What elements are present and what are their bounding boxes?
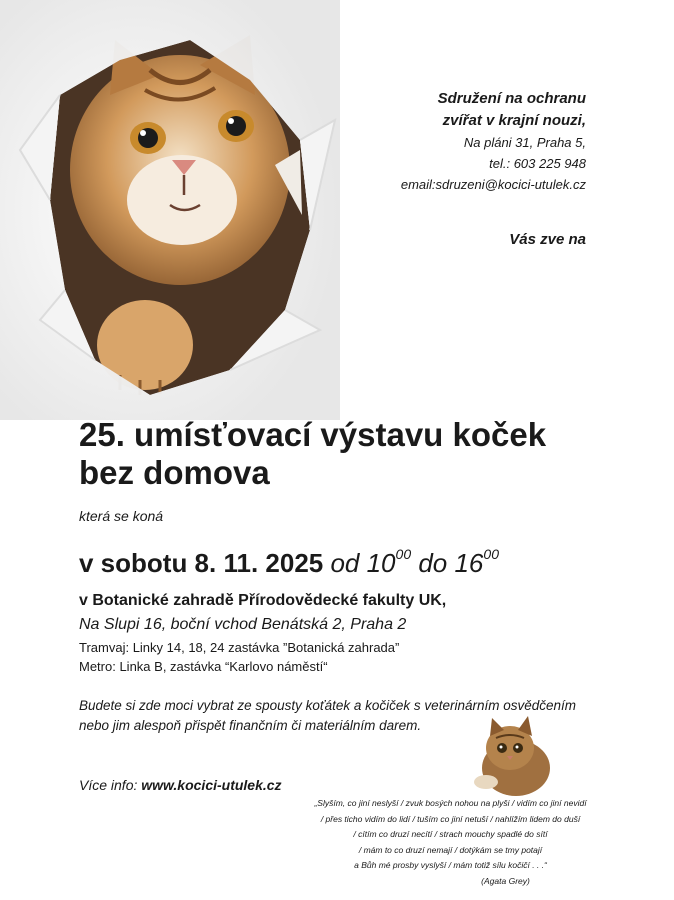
event-date xyxy=(79,548,499,579)
poem-line: / cítím co druzí necítí / strach mouchy spadlé do sítí xyxy=(353,829,548,839)
poem-line: „Slyším, co jiní neslyší / zvuk bosých nohou na plyši / vidím co jiní nevidí xyxy=(314,798,587,808)
poem-line: a Bůh mé prosby vyslyší / mám totiž sílu kočičí . . .“ xyxy=(354,860,547,870)
more-info xyxy=(79,777,282,793)
organization-block xyxy=(401,88,586,195)
venue-line2: Na Slupi 16, boční vchod Benátská 2, Praha 2 xyxy=(79,616,407,633)
event-title xyxy=(79,416,639,492)
invite-text: Vás zve na xyxy=(509,231,586,248)
event-time-to: do 16 xyxy=(411,548,484,578)
tram-info: Tramvaj: Linky 14, 18, 24 zastávka ”Botanická zahrada” xyxy=(79,640,400,655)
event-time-from-sup: 00 xyxy=(395,546,412,562)
organization-name-line1: Sdružení na ochranu xyxy=(437,90,586,107)
organization-email[interactable]: email:sdruzeni@kocici-utulek.cz xyxy=(400,177,586,192)
more-info-link[interactable]: www.kocici-utulek.cz xyxy=(141,777,282,793)
organization-address: Na pláni 31, Praha 5, xyxy=(463,135,586,150)
event-day: v sobotu 8. 11. 2025 xyxy=(79,548,324,578)
event-title-line2: bez domova xyxy=(79,454,270,491)
more-info-label: Více info: xyxy=(79,777,142,793)
poem-line: / mám to co druzí nemají / dotýkám se tmy potají xyxy=(358,844,543,855)
event-time-from: od 10 xyxy=(323,548,396,578)
poem-author: (Agata Grey) xyxy=(481,875,530,886)
organization-phone: tel.: 603 225 948 xyxy=(489,156,586,171)
organization-name-line2: zvířat v krajní nouzi, xyxy=(442,112,586,129)
kitten-illustration xyxy=(466,708,558,800)
cat-illustration xyxy=(0,0,340,420)
event-title-line1: 25. umísťovací výstavu koček xyxy=(79,416,547,453)
event-time-to-sup: 00 xyxy=(483,546,499,562)
venue-line1: v Botanické zahradě Přírodovědecké fakulty UK, xyxy=(79,592,447,609)
event-subtitle: která se koná xyxy=(79,508,164,524)
poem-line: / přes ticho vidím do lidí / tuším co jiní netuší / nahlížím lidem do duší xyxy=(320,813,581,824)
poem xyxy=(278,796,623,889)
metro-info: Metro: Linka B, zastávka “Karlovo náměstí“ xyxy=(79,659,328,674)
description-paragraph: Budete si zde moci vybrat ze spousty koťátek a kočiček s veterinárním osvědčením nebo jim alespoň přispět finančním či materiálním darem. xyxy=(79,698,577,733)
